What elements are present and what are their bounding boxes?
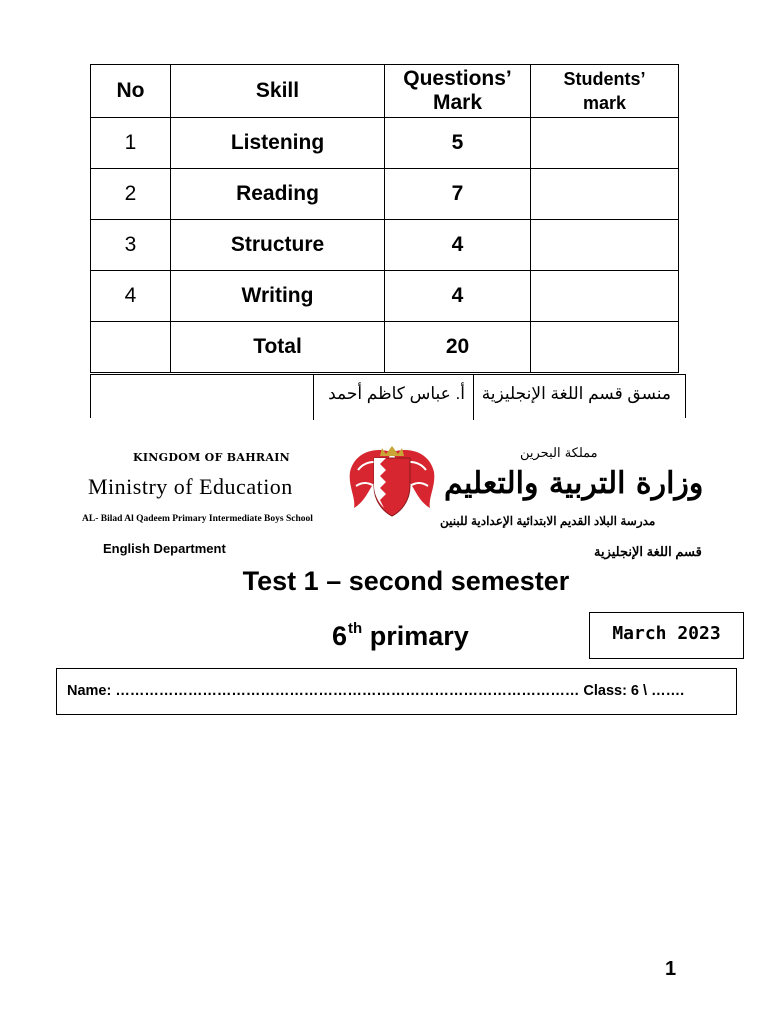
total-no — [91, 322, 171, 373]
school-ar: مدرسة البلاد القديم الابتدائية الإعدادية للبنين — [440, 514, 656, 528]
row-skill: Structure — [171, 220, 385, 271]
row-students-mark[interactable] — [531, 169, 679, 220]
row-students-mark[interactable] — [531, 220, 679, 271]
page-number: 1 — [665, 958, 677, 980]
marks-table — [90, 64, 679, 373]
table-row — [91, 271, 679, 322]
table-header-row — [91, 65, 679, 118]
table-row — [91, 220, 679, 271]
coordinator-box — [90, 374, 686, 418]
coordinator-name: أ. عباس كاظم أحمد — [328, 384, 465, 403]
row-mark: 5 — [385, 118, 531, 169]
row-mark: 4 — [385, 271, 531, 322]
name-class-field[interactable]: Name: …………………………………………………………………………………… Class: 6 \ ……. — [56, 668, 737, 715]
row-no: 3 — [91, 220, 171, 271]
bahrain-emblem-icon — [346, 442, 438, 520]
school-en: AL- Bilad Al Qadeem Primary Intermediate Boys School — [82, 514, 313, 524]
row-skill: Writing — [171, 271, 385, 322]
table-row — [91, 118, 679, 169]
row-no: 1 — [91, 118, 171, 169]
coordinator-title: منسق قسم اللغة الإنجليزية — [481, 384, 671, 403]
header-no: No — [91, 65, 171, 118]
grade-number: 6 — [332, 621, 348, 651]
grade-suffix: th — [348, 620, 363, 637]
row-no: 2 — [91, 169, 171, 220]
header-skill: Skill — [171, 65, 385, 118]
row-no: 4 — [91, 271, 171, 322]
kingdom-en: KINGDOM OF BAHRAIN — [133, 451, 291, 464]
total-label: Total — [171, 322, 385, 373]
department-en: English Department — [103, 541, 226, 556]
table-row — [91, 169, 679, 220]
row-mark: 4 — [385, 220, 531, 271]
header-questions-mark: Questions’ Mark — [385, 65, 531, 118]
test-title: Test 1 – second semester — [242, 566, 570, 596]
coordinator-name-cell — [313, 374, 473, 420]
kingdom-ar: مملكة البحرين — [520, 446, 598, 461]
row-students-mark[interactable] — [531, 118, 679, 169]
department-ar: قسم اللغة الإنجليزية — [594, 544, 702, 559]
total-row — [91, 322, 679, 373]
total-students-mark[interactable] — [531, 322, 679, 373]
grade-label — [332, 620, 469, 652]
row-skill: Reading — [171, 169, 385, 220]
row-mark: 7 — [385, 169, 531, 220]
coordinator-title-cell — [473, 374, 685, 420]
total-mark: 20 — [385, 322, 531, 373]
date-box: March 2023 — [589, 612, 744, 659]
header-students-mark: Students’ mark — [531, 65, 679, 118]
grade-word: primary — [369, 621, 469, 651]
ministry-en: Ministry of Education — [88, 474, 293, 499]
row-skill: Listening — [171, 118, 385, 169]
row-students-mark[interactable] — [531, 271, 679, 322]
ministry-ar: وزارة التربية والتعليم — [444, 466, 704, 501]
